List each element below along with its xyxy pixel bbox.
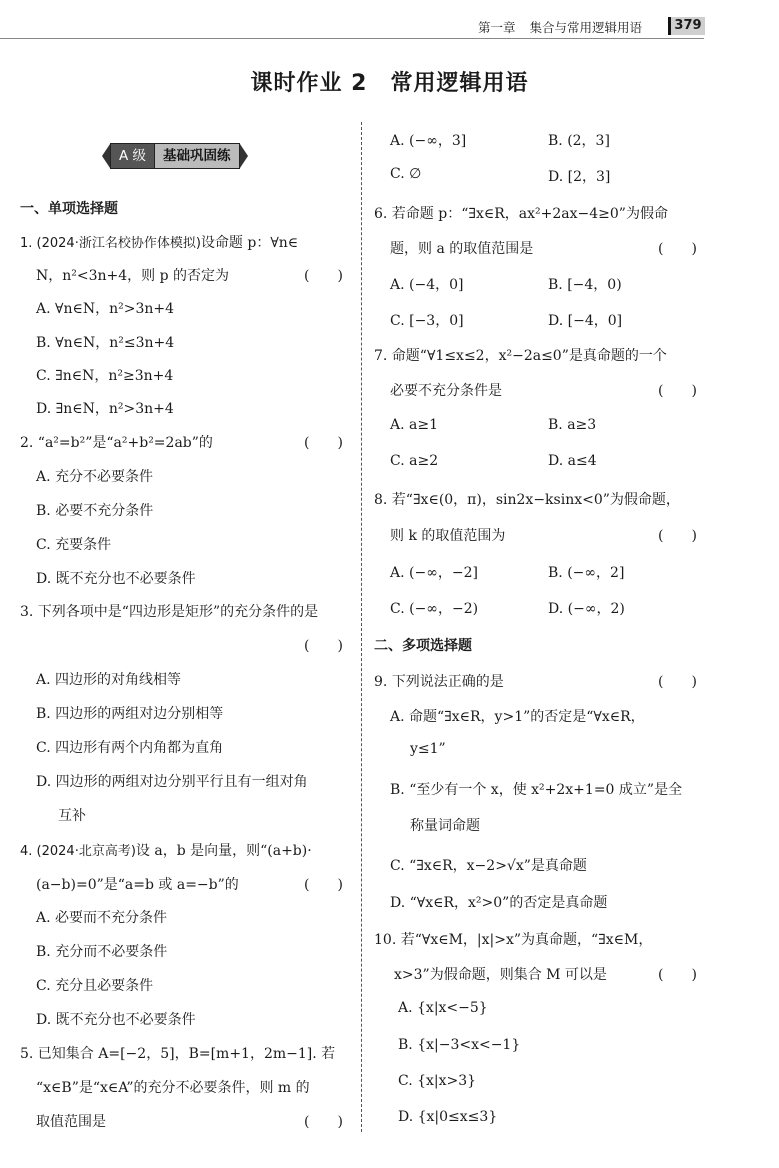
question-8-stem-b: 则 k 的取值范围为 <box>390 528 506 544</box>
question-2-option-b: B. 必要不充分条件 <box>36 503 154 519</box>
answer-paren: ( ) <box>304 1114 343 1130</box>
page-number: 379 <box>668 17 705 35</box>
question-10-option-c: C. {x|x>3} <box>398 1073 477 1089</box>
question-1-line-1 <box>20 232 298 252</box>
answer-paren: ( ) <box>304 638 343 654</box>
question-1-option-b: B. ∀n∈N，n²≤3n+4 <box>36 335 175 351</box>
question-10-stem-a: 10. 若“∀x∈M，|x|>x”为真命题，“∃x∈M， <box>374 932 653 948</box>
question-10-stem-b: x>3”为假命题，则集合 M 可以是 <box>394 967 607 983</box>
question-4-option-b: B. 充分而不必要条件 <box>36 944 168 960</box>
question-4-option-a: A. 必要而不充分条件 <box>36 910 168 926</box>
question-5-option-d: D. [2，3] <box>548 169 611 185</box>
question-10-option-a: A. {x|x<−5} <box>398 1000 488 1016</box>
question-5-option-c: C. ∅ <box>390 166 422 182</box>
question-2-option-c: C. 充要条件 <box>36 537 112 553</box>
question-9-option-d: D. “∀x∈R，x²>0”的否定是真命题 <box>390 895 608 911</box>
question-8-option-d: D. (−∞，2) <box>548 601 625 617</box>
question-4-stem-a: 设 a，b 是向量，则“(a+b)· <box>135 843 312 859</box>
question-6-option-a: A. (−4，0] <box>390 277 464 293</box>
chapter-label: 第一章 <box>478 20 516 35</box>
chapter-title: 集合与常用逻辑用语 <box>529 20 643 35</box>
answer-paren: ( ) <box>304 435 343 451</box>
answer-paren: ( ) <box>304 268 343 284</box>
level-label: A 级 <box>110 143 155 169</box>
question-3-option-d-cont: 互补 <box>58 808 86 824</box>
question-6-stem-b: 题，则 a 的取值范围是 <box>390 241 534 257</box>
question-9-option-a-line-2: y≤1” <box>410 741 446 757</box>
question-7-option-c: C. a≥2 <box>390 453 439 469</box>
question-8-option-b: B. (−∞，2] <box>548 565 625 581</box>
column-divider <box>361 122 362 1132</box>
question-9-option-a-line-1: A. 命题“∃x∈R，y>1”的否定是“∀x∈R， <box>390 709 645 725</box>
scan-smudge <box>440 1128 550 1168</box>
tag-arrow-right-icon <box>240 144 248 168</box>
question-1-stem-a: 设命题 p：∀n∈ <box>200 235 299 251</box>
question-9-option-b-line-1: B. “至少有一个 x，使 x²+2x+1=0 成立”是全 <box>390 782 683 798</box>
question-4-option-d: D. 既不充分也不必要条件 <box>36 1012 196 1028</box>
question-7-stem-a: 7. 命题“∀1≤x≤2，x²−2a≤0”是真命题的一个 <box>374 348 667 364</box>
question-9-stem: 9. 下列说法正确的是 <box>374 674 504 690</box>
question-7-option-d: D. a≤4 <box>548 453 597 469</box>
question-6-stem-a: 6. 若命题 p：“∃x∈R，ax²+2ax−4≥0”为假命 <box>374 206 668 222</box>
section-heading-multi-choice: 二、多项选择题 <box>374 638 472 654</box>
question-6-option-b: B. [−4，0) <box>548 277 622 293</box>
question-8-option-c: C. (−∞，−2) <box>390 601 479 617</box>
question-1-option-c: C. ∃n∈N，n²≥3n+4 <box>36 368 174 384</box>
question-9-option-c: C. “∃x∈R，x−2>√x”是真命题 <box>390 858 587 874</box>
section-heading-single-choice: 一、单项选择题 <box>20 201 118 217</box>
answer-paren: ( ) <box>304 877 343 893</box>
question-4-option-c: C. 充分且必要条件 <box>36 978 154 994</box>
question-6-option-d: D. [−4，0] <box>548 313 623 329</box>
question-2-option-a: A. 充分不必要条件 <box>36 469 154 485</box>
page-title: 课时作业 2 常用逻辑用语 <box>250 71 529 96</box>
question-3-option-b: B. 四边形的两组对边分别相等 <box>36 706 224 722</box>
question-3-option-a: A. 四边形的对角线相等 <box>36 672 182 688</box>
question-10-option-d: D. {x|0≤x≤3} <box>398 1109 498 1125</box>
answer-paren: ( ) <box>658 383 697 399</box>
question-1-option-a: A. ∀n∈N，n²>3n+4 <box>36 301 175 317</box>
question-2-stem: 2. “a²=b²”是“a²+b²=2ab”的 <box>20 435 213 451</box>
question-5-stem-b: “x∈B”是“x∈A”的充分不必要条件，则 m 的 <box>36 1080 310 1096</box>
question-6-option-c: C. [−3，0] <box>390 313 464 329</box>
question-3-option-c: C. 四边形有两个内角都为直角 <box>36 740 224 756</box>
header-rule <box>0 38 704 39</box>
question-4-stem-b: (a−b)=0”是“a=b 或 a=−b”的 <box>36 877 239 893</box>
question-7-stem-b: 必要不充分条件是 <box>390 383 502 399</box>
question-3-option-d: D. 四边形的两组对边分别平行且有一组对角 <box>36 774 308 790</box>
question-9-option-b-line-2: 称量词命题 <box>410 818 480 834</box>
level-tag <box>102 144 248 168</box>
question-5-stem-a: 5. 已知集合 A=[−2，5]，B=[m+1，2m−1]. 若 <box>20 1046 336 1062</box>
question-1-source: 1. (2024·浙江名校协作体模拟) <box>20 236 201 251</box>
question-10-option-b: B. {x|−3<x<−1} <box>398 1037 521 1053</box>
question-7-option-b: B. a≥3 <box>548 417 597 433</box>
question-1-option-d: D. ∃n∈N，n²>3n+4 <box>36 401 174 417</box>
answer-paren: ( ) <box>658 674 697 690</box>
tag-arrow-left-icon <box>102 144 110 168</box>
question-8-option-a: A. (−∞，−2] <box>390 565 478 581</box>
question-3-stem: 3. 下列各项中是“四边形是矩形”的充分条件的是 <box>20 604 319 620</box>
question-2-option-d: D. 既不充分也不必要条件 <box>36 571 196 587</box>
question-1-stem-b: N，n²<3n+4，则 p 的否定为 <box>36 268 230 284</box>
answer-paren: ( ) <box>658 241 697 257</box>
answer-paren: ( ) <box>658 967 697 983</box>
question-7-option-a: A. a≥1 <box>390 417 438 433</box>
running-header <box>478 18 642 36</box>
question-4-source: 4. (2024·北京高考) <box>20 844 136 859</box>
question-5-option-a: A. (−∞，3] <box>390 133 467 149</box>
level-title: 基础巩固练 <box>155 143 240 169</box>
question-8-stem-a: 8. 若“∃x∈(0，π)，sin2x−ksinx<0”为假命题， <box>374 492 680 508</box>
question-5-stem-c: 取值范围是 <box>36 1114 106 1130</box>
question-4-line-1 <box>20 840 312 860</box>
answer-paren: ( ) <box>658 528 697 544</box>
question-5-option-b: B. (2，3] <box>548 133 610 149</box>
